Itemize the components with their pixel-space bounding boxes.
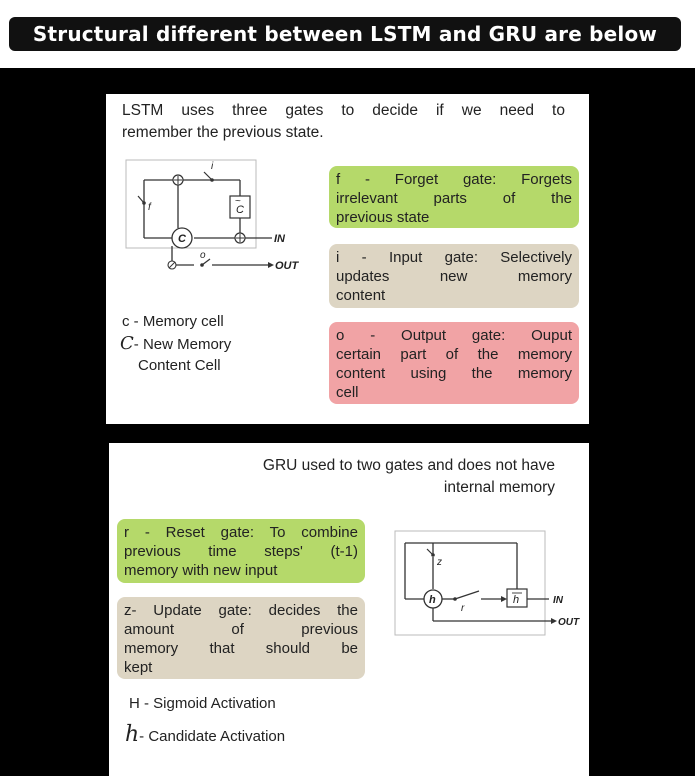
input-gate-box — [329, 244, 579, 308]
lstm-label-i: i — [211, 161, 214, 172]
update-line3: memory that should be — [124, 640, 358, 657]
reset-line3: memory with new input — [124, 562, 278, 579]
lstm-label-o: o — [200, 250, 206, 261]
gru-legend-candidate-text: - Candidate Activation — [139, 728, 286, 745]
output-line3: content using the memory — [336, 365, 572, 382]
input-line1: i - Input gate: Selectively — [336, 249, 572, 266]
forget-line3: previous state — [336, 209, 430, 226]
gru-label-r: r — [461, 603, 465, 614]
gru-label-out: OUT — [558, 617, 580, 628]
forget-line1: f - Forget gate: Forgets — [336, 171, 572, 188]
input-line3: content — [336, 287, 386, 304]
reset-line2: previous time steps' (t-1) — [124, 543, 358, 560]
lstm-label-c: C — [178, 233, 186, 245]
update-line2: amount of previous — [124, 621, 358, 638]
gru-diagram — [393, 527, 589, 639]
update-line4: kept — [124, 659, 153, 676]
gru-label-h: h — [429, 594, 436, 606]
page-title: Structural different between LSTM and GRU are below — [9, 17, 681, 51]
update-gate-box — [117, 597, 365, 679]
lstm-diagram — [122, 158, 312, 288]
lstm-legend-new-symbol: C — [120, 333, 134, 354]
lstm-label-c-tilde: C — [236, 204, 244, 216]
update-line1: z- Update gate: decides the — [124, 602, 358, 619]
lstm-legend-new-line1: - New Memory — [133, 336, 232, 353]
lstm-intro-line1: LSTM uses three gates to decide if we need to — [122, 102, 565, 119]
lstm-panel — [106, 94, 589, 424]
gru-label-z: z — [437, 557, 442, 568]
reset-gate-box — [117, 519, 365, 583]
gru-panel — [109, 443, 589, 776]
lstm-label-out: OUT — [275, 260, 299, 272]
output-line2: certain part of the memory — [336, 346, 572, 363]
lstm-legend-new-line2: Content Cell — [138, 357, 221, 374]
lstm-legend-new — [120, 333, 231, 356]
forget-line2: irrelevant parts of the — [336, 190, 572, 207]
gru-legend-h: H - Sigmoid Activation — [129, 695, 276, 712]
lstm-intro-line2: remember the previous state. — [122, 124, 324, 141]
lstm-label-f: f — [148, 202, 151, 213]
gru-label-h-tilde: h — [513, 594, 520, 606]
gru-legend-candidate — [125, 724, 285, 748]
lstm-label-in: IN — [274, 233, 285, 245]
gru-intro-line2: internal memory — [443, 479, 555, 496]
output-line1: o - Output gate: Ouput — [336, 327, 572, 344]
input-line2: updates new memory — [336, 268, 572, 285]
forget-gate-box — [329, 166, 579, 228]
output-line4: cell — [336, 384, 359, 401]
gru-label-in: IN — [553, 595, 563, 606]
reset-line1: r - Reset gate: To combine — [124, 524, 358, 541]
lstm-tilde-mark: ~ — [235, 196, 241, 207]
output-gate-box — [329, 322, 579, 404]
gru-intro-line1: GRU used to two gates and does not have — [262, 457, 555, 474]
lstm-legend-c: c - Memory cell — [122, 313, 224, 330]
gru-legend-candidate-symbol: h — [125, 722, 140, 747]
